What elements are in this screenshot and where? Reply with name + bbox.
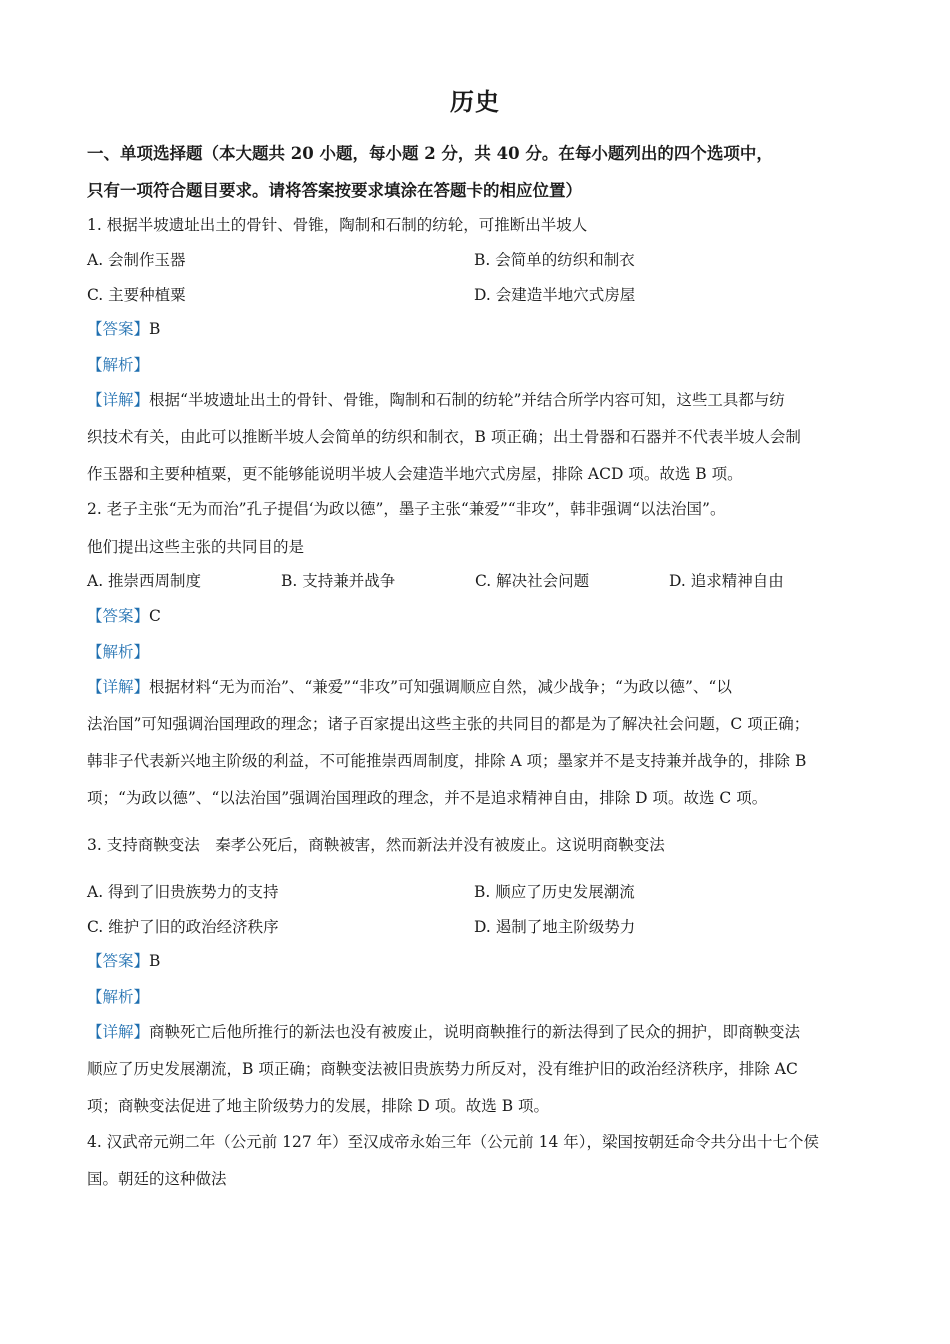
question-3-option-b: B. 顺应了历史发展潮流 <box>474 883 635 901</box>
question-1-stem: 1. 根据半坡遗址出土的骨针、骨锥，陶制和石制的纺轮，可推断出半坡人 <box>87 216 588 234</box>
question-1-detail-line-1 <box>87 388 785 410</box>
question-1-option-c: C. 主要种植粟 <box>87 286 186 304</box>
question-1-detail-line-2: 织技术有关，由此可以推断半坡人会简单的纺织和制衣，B 项正确；出土骨器和石器并不代表半坡人会制 <box>87 428 801 446</box>
answer-value: B <box>149 320 161 338</box>
question-2-option-d: D. 追求精神自由 <box>669 572 784 590</box>
answer-value: C <box>149 607 161 625</box>
question-2-stem-line-2: 他们提出这些主张的共同目的是 <box>87 538 305 556</box>
answer-value: B <box>149 952 161 970</box>
question-1-analysis <box>87 353 149 375</box>
question-2-answer <box>87 604 161 626</box>
analysis-label: 【解析】 <box>87 356 150 374</box>
question-4-stem-line-1: 4. 汉武帝元朔二年（公元前 127 年）至汉成帝永始三年（公元前 14 年），梁国按朝廷命令共分出十七个侯 <box>87 1133 819 1151</box>
section-heading-line-1: 一、单项选择题（本大题共 20 小题，每小题 2 分，共 40 分。在每小题列出的四个选项中， <box>87 144 773 163</box>
question-2-option-a: A. 推崇西周制度 <box>87 572 202 590</box>
question-2-detail-line-4: 项；“为政以德”、“以法治国”强调治国理政的理念，并不是追求精神自由，排除 D 项。故选 C 项。 <box>87 789 768 807</box>
question-3-option-d: D. 遏制了地主阶级势力 <box>474 918 636 936</box>
answer-label: 【答案】 <box>87 952 150 970</box>
question-1-option-d: D. 会建造半地穴式房屋 <box>474 286 636 304</box>
answer-label: 【答案】 <box>87 320 150 338</box>
question-1-detail-line-3: 作玉器和主要种植粟，更不能够能说明半坡人会建造半地穴式房屋，排除 ACD 项。故选 B 项。 <box>87 465 743 483</box>
question-2-detail-line-3: 韩非子代表新兴地主阶级的利益，不可能推崇西周制度，排除 A 项；墨家并不是支持兼并战争的，排除 B <box>87 752 807 770</box>
question-2-detail-line-1 <box>87 675 732 697</box>
question-3-option-c: C. 维护了旧的政治经济秩序 <box>87 918 279 936</box>
detail-text: 根据“半坡遗址出土的骨针、骨锥，陶制和石制的纺轮”并结合所学内容可知，这些工具都与纺 <box>149 391 785 409</box>
question-2-detail-line-2: 法治国”可知强调治国理政的理念；诸子百家提出这些主张的共同目的都是为了解决社会问题，C 项正确； <box>87 715 810 733</box>
analysis-label: 【解析】 <box>87 643 150 661</box>
question-1-answer <box>87 317 160 339</box>
question-2-stem-line-1: 2. 老子主张“无为而治”孔子提倡‘为政以德”，墨子主张“兼爱”“非攻”，韩非强调“以法治国”。 <box>87 500 726 518</box>
question-3-stem: 3. 支持商鞅变法 秦孝公死后，商鞅被害，然而新法并没有被废止。这说明商鞅变法 <box>87 836 665 854</box>
detail-text: 根据材料“无为而治”、“兼爱”“非攻”可知强调顺应自然，减少战争；“为政以德”、“以 <box>149 678 732 696</box>
question-1-option-b: B. 会简单的纺织和制衣 <box>474 251 635 269</box>
question-1-option-a: A. 会制作玉器 <box>87 251 186 269</box>
section-heading-line-2: 只有一项符合题目要求。请将答案按要求填涂在答题卡的相应位置） <box>87 181 582 200</box>
question-3-detail-line-2: 顺应了历史发展潮流，B 项正确；商鞅变法被旧贵族势力所反对，没有维护旧的政治经济秩序，排除 AC <box>87 1060 798 1078</box>
detail-text: 商鞅死亡后他所推行的新法也没有被废止，说明商鞅推行的新法得到了民众的拥护，即商鞅变法 <box>149 1023 801 1041</box>
question-4-stem-line-2: 国。朝廷的这种做法 <box>87 1170 227 1188</box>
page-title: 历史 <box>450 87 500 116</box>
detail-label: 【详解】 <box>87 1023 150 1041</box>
question-3-answer <box>87 949 160 971</box>
question-2-option-c: C. 解决社会问题 <box>475 572 590 590</box>
question-2-analysis <box>87 640 149 662</box>
detail-label: 【详解】 <box>87 678 150 696</box>
question-3-analysis <box>87 985 149 1007</box>
question-3-detail-line-3: 项；商鞅变法促进了地主阶级势力的发展，排除 D 项。故选 B 项。 <box>87 1097 550 1115</box>
question-3-option-a: A. 得到了旧贵族势力的支持 <box>87 883 279 901</box>
analysis-label: 【解析】 <box>87 988 150 1006</box>
answer-label: 【答案】 <box>87 607 150 625</box>
detail-label: 【详解】 <box>87 391 150 409</box>
question-2-option-b: B. 支持兼并战争 <box>281 572 396 590</box>
question-3-detail-line-1 <box>87 1020 800 1042</box>
